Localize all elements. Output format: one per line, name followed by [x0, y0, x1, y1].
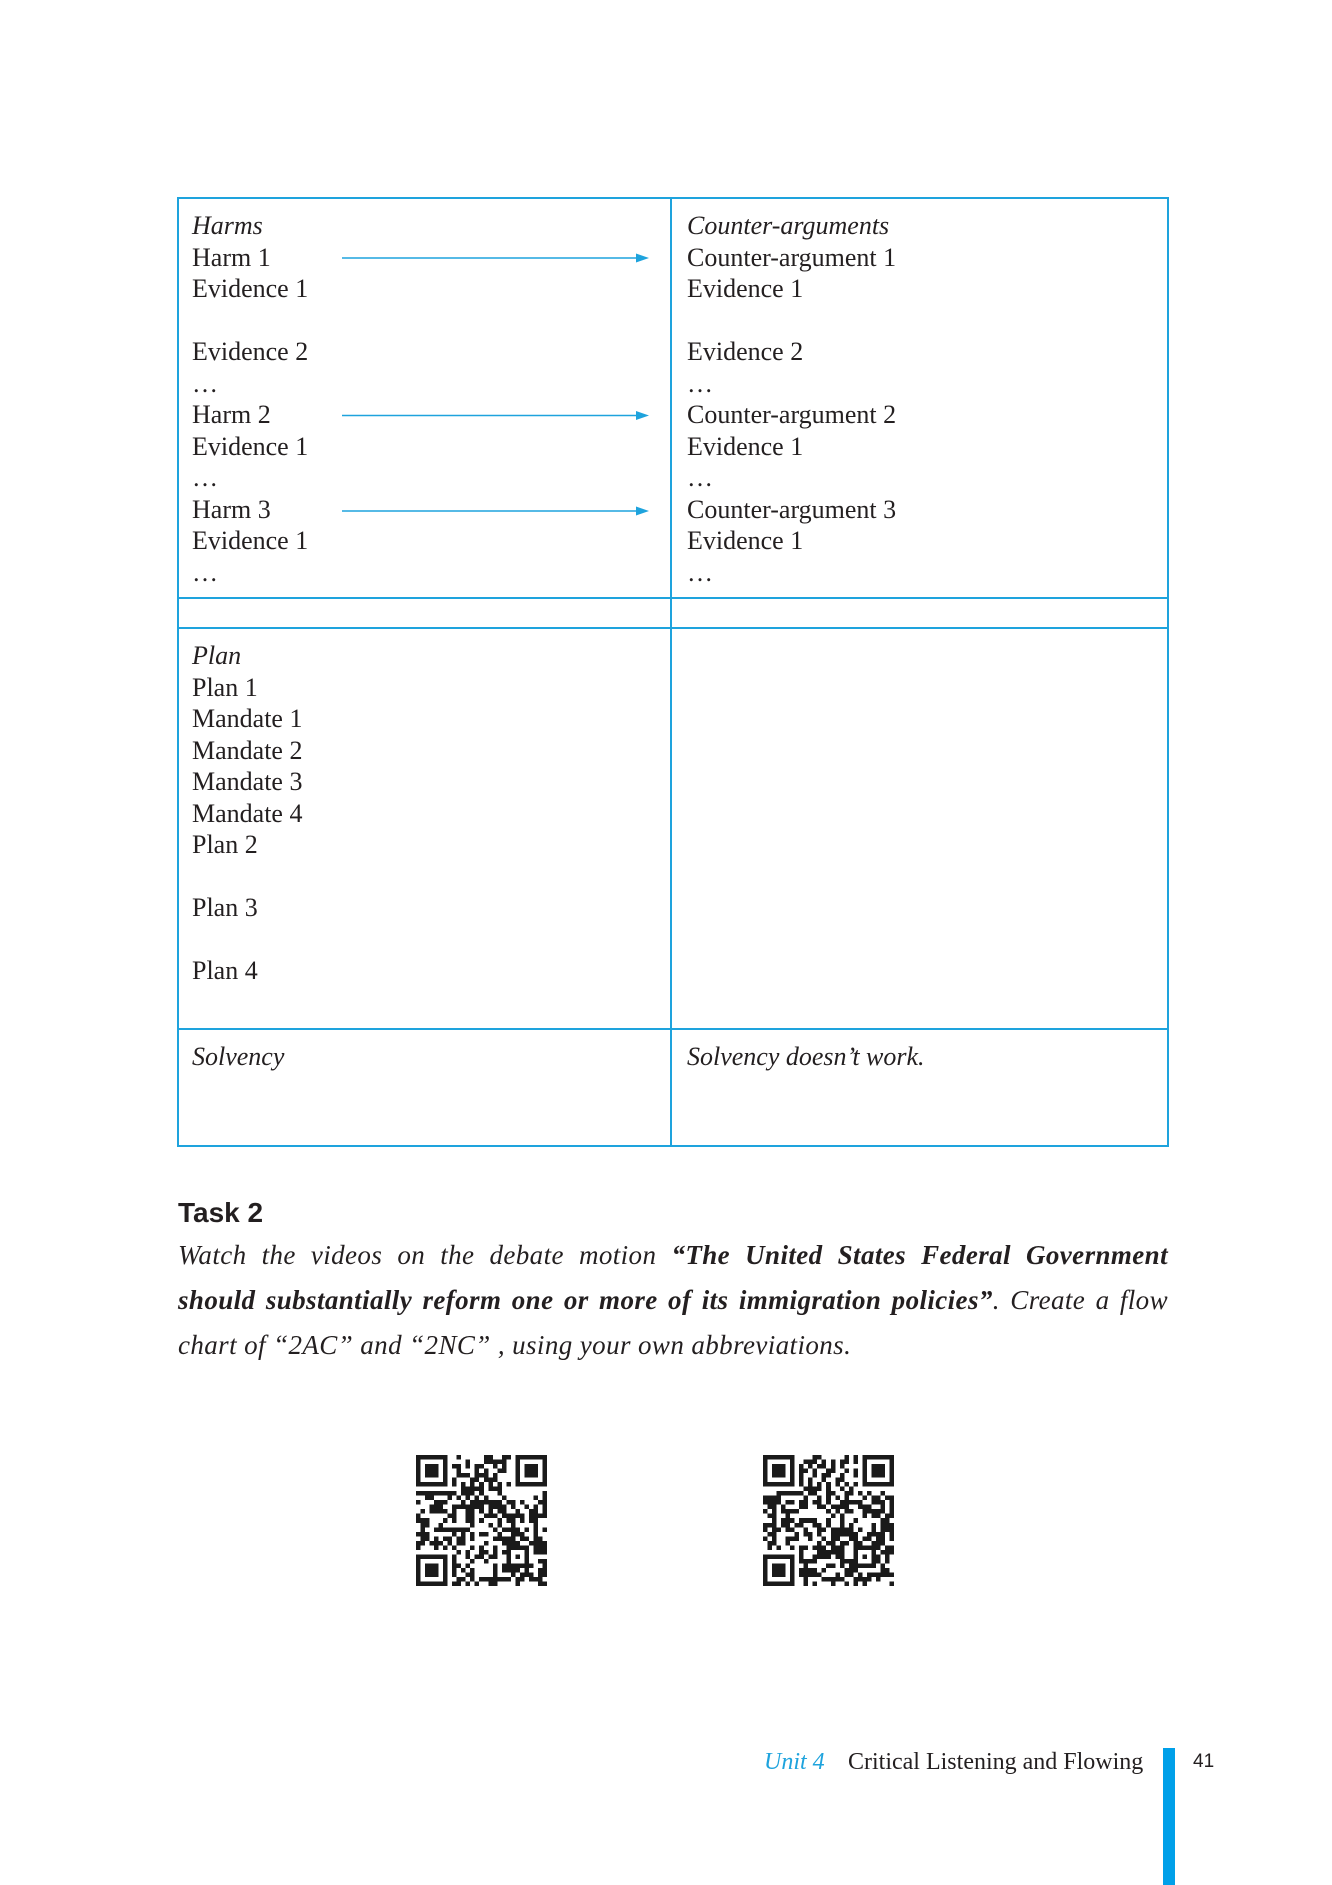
debate-motion-text: “The United States Federal Government — [671, 1240, 1168, 1270]
counter-argument-3-ellipsis: … — [687, 557, 713, 587]
page-number: 41 — [1193, 1751, 1215, 1772]
counter-argument-2-evidence-1: Evidence 1 — [687, 431, 804, 461]
task-2-instructions — [178, 1233, 1168, 1368]
instruction-line — [178, 1233, 1168, 1278]
counter-argument-1-ellipsis: … — [687, 368, 713, 398]
line-spacer — [192, 305, 670, 337]
empty-row-right-cell — [672, 599, 1167, 627]
debate-motion-text: should substantially reform one or more of its immigration policies” — [178, 1285, 993, 1315]
harm-2-evidence-1: Evidence 1 — [192, 431, 309, 461]
counter-argument-3-evidence-1: Evidence 1 — [687, 526, 804, 555]
harm-3: Harm 3 — [192, 494, 271, 524]
instruction-text: chart of “2AC” and “2NC” , using your own abbreviations. — [178, 1330, 852, 1360]
instruction-text: . Create a flow — [992, 1285, 1168, 1315]
empty-row-left-cell — [179, 599, 670, 627]
qr-modules — [416, 1455, 547, 1586]
harm-1-evidence-1: Evidence 1 — [192, 274, 309, 303]
harm-1-ellipsis: … — [192, 368, 218, 398]
solvency-response-heading: Solvency doesn’t work. — [687, 1042, 925, 1071]
line-spacer — [192, 861, 670, 893]
plan-cell — [179, 629, 670, 1028]
plan-response-cell — [672, 629, 1167, 1028]
harm-3-evidence-1: Evidence 1 — [192, 526, 309, 555]
counter-arguments-heading: Counter-arguments — [687, 211, 890, 240]
solvency-heading: Solvency — [192, 1042, 285, 1071]
footer-unit-label: Unit 4 — [764, 1749, 825, 1775]
plan-heading: Plan — [192, 641, 242, 670]
solvency-response-cell — [672, 1030, 1167, 1145]
plan-3: Plan 3 — [192, 893, 258, 922]
mandate-1: Mandate 1 — [192, 704, 303, 733]
instruction-line — [178, 1278, 1168, 1323]
plan-4: Plan 4 — [192, 956, 258, 985]
harm-3-ellipsis: … — [192, 557, 218, 587]
qr-code-right — [763, 1455, 894, 1586]
counter-argument-2: Counter-argument 2 — [687, 400, 897, 429]
line-spacer — [687, 305, 1167, 337]
plan-2: Plan 2 — [192, 830, 258, 859]
counter-argument-1: Counter-argument 1 — [687, 242, 897, 272]
harms-cell — [179, 199, 670, 597]
instruction-text: Watch the videos on the debate motion — [178, 1240, 672, 1270]
task-2-heading: Task 2 — [178, 1197, 264, 1228]
harm-2: Harm 2 — [192, 400, 271, 429]
harm-1: Harm 1 — [192, 242, 271, 272]
qr-code-left — [416, 1455, 547, 1586]
footer-accent-bar — [1163, 1748, 1175, 1885]
counter-argument-2-ellipsis: … — [687, 463, 713, 492]
qr-modules — [763, 1455, 894, 1586]
counter-argument-3: Counter-argument 3 — [687, 494, 897, 524]
solvency-cell — [179, 1030, 670, 1145]
counter-argument-1-evidence-2: Evidence 2 — [687, 337, 804, 366]
mandate-4: Mandate 4 — [192, 798, 303, 828]
harm-2-ellipsis: … — [192, 463, 218, 492]
counter-argument-1-evidence-1: Evidence 1 — [687, 274, 804, 303]
counter-arguments-cell — [672, 199, 1167, 597]
instruction-line — [178, 1323, 1168, 1368]
mandate-3: Mandate 3 — [192, 767, 303, 796]
footer-unit-title: Critical Listening and Flowing — [848, 1749, 1144, 1775]
line-spacer — [192, 924, 670, 956]
mandate-2: Mandate 2 — [192, 735, 303, 765]
harms-heading: Harms — [192, 211, 263, 240]
harm-1-evidence-2: Evidence 2 — [192, 337, 309, 366]
plan-1: Plan 1 — [192, 672, 258, 702]
